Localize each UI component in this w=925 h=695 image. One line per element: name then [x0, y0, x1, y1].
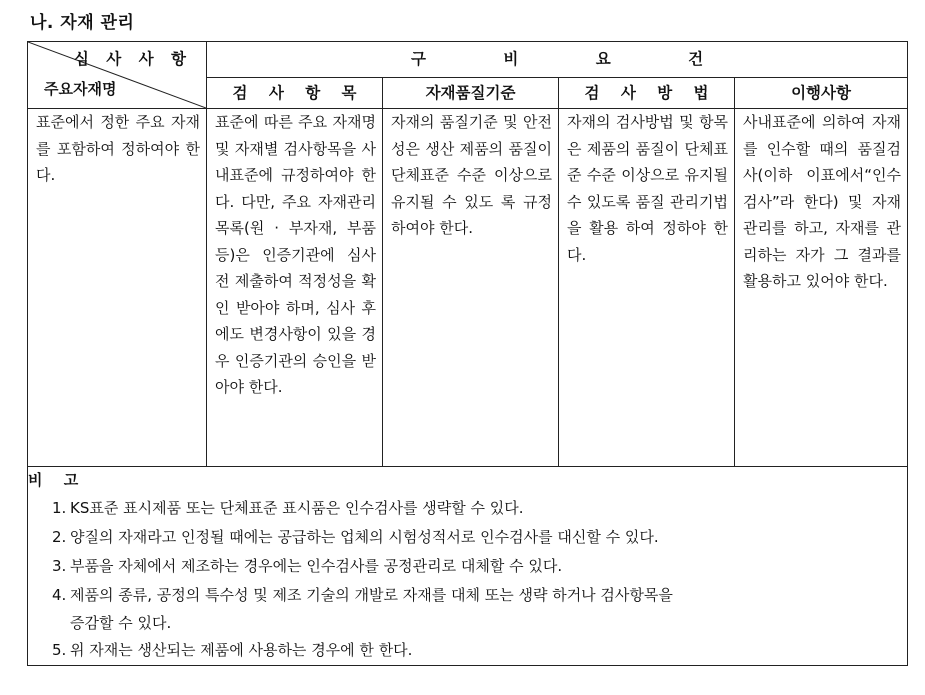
note-item: 2. 양질의 자재라고 인정될 때에는 공급하는 업체의 시험성적서로 인수검사를 대신할 수 있다.: [52, 528, 659, 546]
notes-cell: [28, 467, 908, 666]
col-header-inspection-items: 검 사 항 목: [207, 77, 383, 108]
section-title: 나. 자재 관리: [30, 13, 135, 33]
diagonal-header-cell: [28, 42, 207, 109]
material-management-table: [27, 41, 908, 666]
cell-quality-standard: 자재의 품질기준 및 안전성은 생산 제품의 품질이 단체표준 수준 이상으로 유지될 수 있도 록 규정하여야 한다.: [383, 109, 559, 467]
col-header-inspection-method: 검 사 방 법: [559, 77, 735, 108]
col-header-implementation: 이행사항: [735, 77, 908, 108]
cell-main-material: 표준에서 정한 주요 자재를 포함하여 정하여야 한다.: [28, 109, 207, 467]
cell-inspection-method: 자재의 검사방법 및 항목은 제품의 품질이 단체표준 수준 이상으로 유지될 수 있도록 품질 관리기법을 활용 하여 정하야 한다.: [559, 109, 735, 467]
requirements-header: 구 비 요 건: [207, 42, 908, 78]
cell-inspection-items: 표준에 따른 주요 자재명 및 자재별 검사항목을 사내표준에 규정하여야 한다. 다만, 주요 자재관리 목록(원 · 부자재, 부품 등)은 인증기관에 심사 전 제출하여 적정성을 확인 받아야 하며, 심사 후에도 변경사항이 있을 경우 인증기관의 승인을 받아야 한다.: [207, 109, 383, 467]
notes-title: 비 고: [28, 471, 87, 489]
note-item: 3. 부품을 자체에서 제조하는 경우에는 인수검사를 공정관리로 대체할 수 있다.: [52, 557, 563, 575]
note-item: 1. KS표준 표시제품 또는 단체표준 표시품은 인수검사를 생략할 수 있다.: [52, 499, 524, 517]
notes-list: [28, 494, 907, 665]
main-material-header: 주요자재명: [44, 79, 117, 98]
note-item: 4. 제품의 종류, 공정의 특수성 및 제조 기술의 개발로 자재를 대체 또는 생략 하거나 검사항목을 증감할 수 있다.: [52, 586, 673, 632]
cell-implementation: 사내표준에 의하여 자재를 인수할 때의 품질검사(이하 이표에서“인수검사”라 한다) 및 자재관리를 하고, 자재를 관리하는 자가 그 결과를 활용하고 있어야 한다.: [735, 109, 908, 467]
audit-item-header: 심 사 사 항: [73, 50, 192, 68]
col-header-quality-standard: 자재품질기준: [383, 77, 559, 108]
note-item: 5. 위 자재는 생산되는 제품에 사용하는 경우에 한 한다.: [52, 641, 413, 659]
